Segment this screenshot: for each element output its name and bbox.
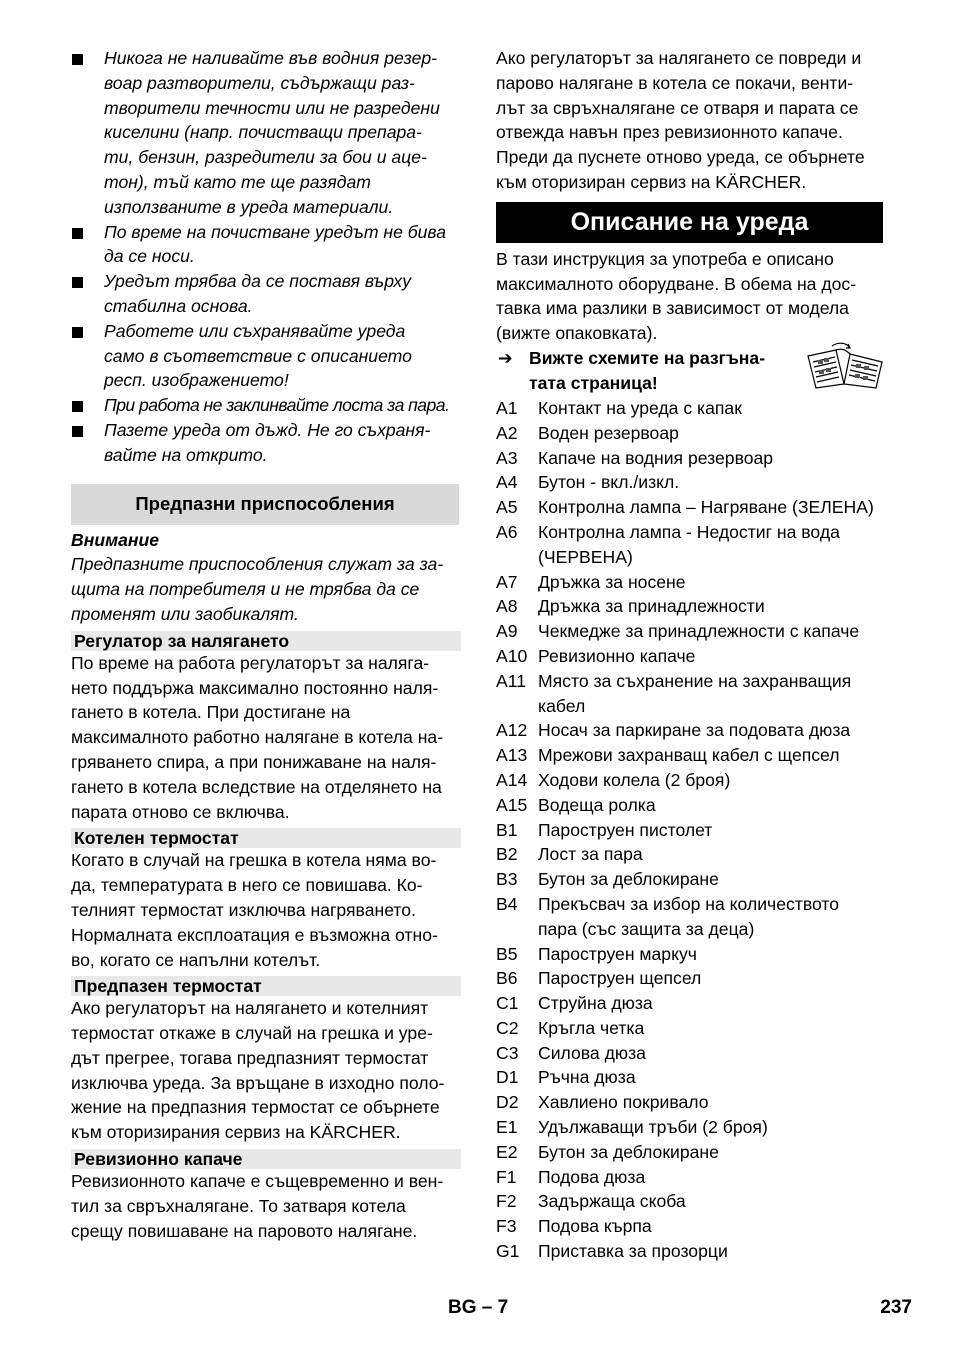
component-code: A4: [496, 472, 518, 493]
component-label: Пароструен щепсел: [538, 968, 702, 989]
component-label: Подова кърпа: [538, 1216, 652, 1237]
description-text: В тази инструкция за употреба е описано максималното оборудване. В обема на дос- тавка има разлики в зависимост от модела (вижте опаковката).: [496, 248, 857, 344]
component-item: [496, 1214, 888, 1239]
warning-list: [71, 46, 459, 468]
warning-item: Работете или съхранявайте уреда само в съответствие с описанието респ. изображението!: [71, 319, 459, 393]
component-code: A9: [496, 621, 518, 642]
component-label: Контролна лампа - Недостиг на вода (ЧЕРВЕНА): [538, 521, 840, 567]
component-label: Бутон за деблокиране: [538, 869, 719, 890]
page-section-label: BG – 7: [448, 1297, 509, 1318]
component-code: D2: [496, 1092, 519, 1113]
bullet-square-icon: [72, 401, 83, 412]
section-title: Предпазен термостат: [71, 976, 461, 996]
component-item: [496, 842, 888, 867]
component-item: [496, 1065, 888, 1090]
component-code: B6: [496, 968, 518, 989]
component-label: Хавлиено покривало: [538, 1092, 709, 1113]
component-item: [496, 1165, 888, 1190]
section-title: Котелен термостат: [71, 828, 461, 848]
fold-out-note: [496, 346, 888, 396]
component-label: Място за съхранение на захранващия кабел: [538, 670, 852, 716]
component-code: G1: [496, 1241, 520, 1262]
component-label: Задържаща скоба: [538, 1191, 686, 1212]
bullet-square-icon: [72, 277, 83, 288]
component-code: B5: [496, 943, 518, 964]
component-item: [496, 1239, 888, 1264]
safety-devices-heading: Предпазни приспособления: [71, 484, 459, 525]
component-item: [496, 421, 888, 446]
component-item: [496, 867, 888, 892]
component-code: E2: [496, 1141, 518, 1162]
component-item: [496, 966, 888, 991]
component-label: Лост за пара: [538, 844, 643, 865]
component-item: [496, 942, 888, 967]
warning-item: Пазете уреда от дъжд. Не го съхраня- вайте на открито.: [71, 418, 459, 468]
component-label: Приставка за прозорци: [538, 1241, 728, 1262]
component-code: A10: [496, 645, 528, 666]
component-code: E1: [496, 1117, 518, 1138]
component-code: A14: [496, 769, 528, 790]
bullet-square-icon: [72, 54, 83, 65]
component-label: Бутон за деблокиране: [538, 1141, 719, 1162]
component-label: Удължаващи тръби (2 броя): [538, 1117, 768, 1138]
component-item: [496, 644, 888, 669]
component-item: [496, 520, 888, 570]
component-list: [496, 396, 888, 1264]
component-code: A11: [496, 670, 526, 691]
component-code: A7: [496, 571, 518, 592]
component-label: Подова дюза: [538, 1166, 646, 1187]
component-label: Кръгла четка: [538, 1017, 645, 1038]
component-label: Контролна лампа – Нагряване (ЗЕЛЕНА): [538, 497, 874, 518]
component-code: C2: [496, 1017, 519, 1038]
bullet-square-icon: [72, 426, 83, 437]
component-label: Бутон - вкл./изкл.: [538, 472, 680, 493]
component-label: Ръчна дюза: [538, 1067, 636, 1088]
component-item: [496, 594, 888, 619]
component-code: F1: [496, 1166, 517, 1187]
component-code: A6: [496, 521, 518, 542]
component-label: Мрежови захранващ кабел с щепсел: [538, 745, 840, 766]
component-item: [496, 1016, 888, 1041]
left-column: [71, 46, 459, 1243]
component-code: A2: [496, 422, 518, 443]
component-code: B3: [496, 869, 518, 890]
page-number: 237: [880, 1297, 912, 1318]
component-code: A1: [496, 397, 518, 418]
component-item: [496, 446, 888, 471]
component-code: B1: [496, 819, 518, 840]
component-item: [496, 793, 888, 818]
component-item: [496, 1041, 888, 1066]
section-text: Ако регулаторът на налягането и котелният термостат откаже в случай на грешка и уре- дът прегрее, тогава предпазният термостат изключва уреда. За връщане в изходно поло- жение на предпазния термостат се обърнете към оторизирания сервиз на KÄRCHER.: [71, 998, 445, 1143]
warning-item: Никога не наливайте във водния резер- воар разтворители, съдържащи раз- творители течности или не разредени киселини (напр. почистващи препара- ти, бензин, разредители за бои и аце- тон), тъй като те ще разядат използваните в уреда материали.: [71, 46, 459, 220]
component-item: [496, 743, 888, 768]
component-code: A13: [496, 745, 528, 766]
intro-text: Ако регулаторът за налягането се повреди и парово налягане в котела се покачи, венти- лът за свръхналягане се отваря и парата се отвежда навън през ревизионното капаче. Преди да пуснете отново уреда, се обърнете към оторизиран сервиз на KÄRCHER.: [496, 48, 865, 192]
attention-text: Предпазните приспособления служат за за- щита на потребителя и не трябва да се променят или заобикалят.: [71, 554, 444, 624]
component-code: D1: [496, 1067, 519, 1088]
device-description-heading: Описание на уреда: [496, 202, 883, 243]
component-label: Ходови колела (2 броя): [538, 769, 731, 790]
component-code: F2: [496, 1191, 517, 1212]
component-label: Контакт на уреда с капак: [538, 397, 742, 418]
component-item: [496, 718, 888, 743]
component-item: [496, 396, 888, 421]
component-code: F3: [496, 1216, 517, 1237]
component-label: Носач за паркиране за подовата дюза: [538, 720, 851, 741]
arrow-right-icon: ➔: [498, 347, 513, 368]
component-code: B2: [496, 844, 518, 865]
component-item: [496, 570, 888, 595]
note-text: Вижте схемите на разгъна- тата страница!: [529, 347, 766, 393]
component-item: [496, 1115, 888, 1140]
component-item: [496, 470, 888, 495]
warning-item: По време на почистване уредът не бива да се носи.: [71, 220, 459, 270]
component-item: [496, 1140, 888, 1165]
component-label: Прекъсвач за избор на количеството пара (със защита за деца): [538, 893, 840, 939]
component-label: Водеща ролка: [538, 794, 656, 815]
component-item: [496, 991, 888, 1016]
attention-label: Внимание: [71, 529, 160, 550]
component-item: [496, 1090, 888, 1115]
component-label: Чекмедже за принадлежности с капаче: [538, 621, 860, 642]
component-code: A15: [496, 794, 528, 815]
component-item: [496, 768, 888, 793]
component-code: A8: [496, 596, 518, 617]
warning-item: Уредът трябва да се поставя върху стабилна основа.: [71, 269, 459, 319]
bullet-square-icon: [72, 228, 83, 239]
component-item: [496, 1189, 888, 1214]
component-item: [496, 619, 888, 644]
book-icon: [804, 342, 884, 390]
component-item: [496, 818, 888, 843]
component-code: C1: [496, 993, 519, 1014]
component-label: Пароструен маркуч: [538, 943, 697, 964]
warning-item: При работа не заклинвайте лоста за пара.: [71, 393, 459, 418]
component-label: Воден резервоар: [538, 422, 679, 443]
component-code: A5: [496, 497, 518, 518]
component-item: [496, 669, 888, 719]
component-code: A3: [496, 447, 518, 468]
component-label: Пароструен пистолет: [538, 819, 713, 840]
section-text: Когато в случай на грешка в котела няма во- да, температурата в него се повишава. Ко- телният термостат изключва нагряването. Нормалната експлоатация е възможна отно- во, когато се напълни котелът.: [71, 850, 438, 970]
component-label: Дръжка за носене: [538, 571, 686, 592]
component-label: Капаче на водния резервоар: [538, 447, 774, 468]
component-code: A12: [496, 720, 528, 741]
section-title: Регулатор за налягането: [71, 631, 461, 651]
component-label: Дръжка за принадлежности: [538, 596, 765, 617]
component-code: B4: [496, 893, 518, 914]
component-item: [496, 495, 888, 520]
section-title: Ревизионно капаче: [71, 1149, 461, 1169]
component-label: Силова дюза: [538, 1042, 646, 1063]
component-label: Ревизионно капаче: [538, 645, 696, 666]
section-text: Ревизионното капаче е същевременно и вен- тил за свръхналягане. То затваря котела срещу повишаване на паровото налягане.: [71, 1171, 444, 1241]
component-label: Струйна дюза: [538, 993, 653, 1014]
bullet-square-icon: [72, 327, 83, 338]
right-column: [496, 46, 888, 1264]
section-text: По време на работа регулаторът за наляга- нето поддържа максимално постоянно наля- гането в котела. При достигане на максималното работно налягане в котела на- гряването спира, а при понижаване на наля- гането в котела вследствие на отделянето на парата отново се включва.: [71, 652, 444, 822]
component-item: [496, 892, 888, 942]
component-code: C3: [496, 1042, 519, 1063]
